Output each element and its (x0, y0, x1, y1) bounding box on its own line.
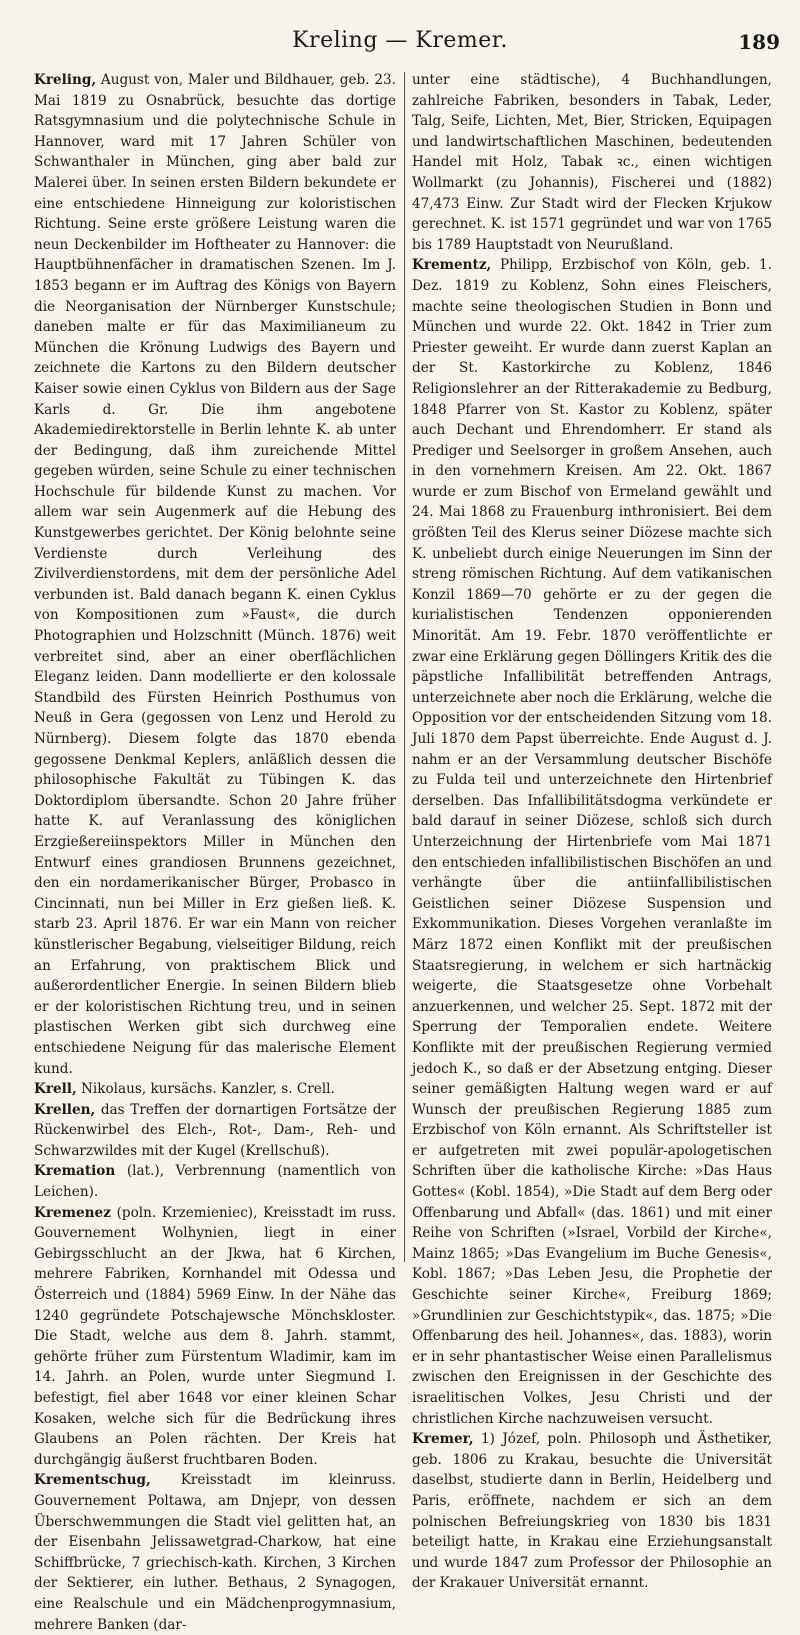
running-head: Kreling — Kremer. (292, 28, 508, 53)
entry-text: Nikolaus, kursächs. Kanzler, s. Crell. (76, 1081, 335, 1098)
entry-text: Kreisstadt im kleinruss. Gouvernement Poltawa, am Dnjepr, von dessen Überschwemmungen die Stadt viel gelitten hat, an der Eisenbahn Jelissawetgrad-Charkow, hat eine Schiffbrücke, 7 griechisch-kath. Kirchen, 3 Kirchen der Sektierer, ein luther. Bethaus, 2 Synagogen, eine Realschule und ein Mädchenprogymnasium, mehrere Banken (dar- (34, 1472, 396, 1633)
entry-headword: Krementschug, (34, 1472, 151, 1489)
entry-krellen (34, 1100, 396, 1162)
entry-text: Philipp, Erzbischof von Köln, geb. 1. Dez. 1819 zu Koblenz, Sohn eines Fleischers, machte seine theologischen Studien in Bonn und München und wurde 22. Okt. 1842 in Trier zum Priester geweiht. Er wurde dann zuerst Kaplan an der St. Kastorkirche zu Koblenz, 1846 Religionslehrer an der Ritterakademie zu Bedburg, 1848 Pfarrer von St. Kastor zu Koblenz, später auch Dechant und Ehrendomherr. Er stand als Prediger und Seelsorger in großem Ansehen, auch in den vornehmern Kreisen. Am 22. Okt. 1867 wurde er zum Bischof von Ermeland gewählt und 24. Mai 1868 zu Frauenburg inthronisiert. Bei dem größten Teil des Klerus seiner Diözese machte sich K. unbeliebt durch einige Neuerungen im Sinn der streng römischen Richtung. Auf dem vatikanischen Konzil 1869—70 gehörte er zu der gegen die kurialistischen Tendenzen opponierenden Minorität. Am 19. Febr. 1870 veröffentlichte er zwar eine Erklärung gegen Döllingers Kritik des die päpstliche Infallibilität betreffenden Antrags, unterzeichnete aber noch die Erklärung, welche die Opposition vor der entscheidenden Sitzung vom 18. Juli 1870 dem Papst überreichte. Ende August d. J. nahm er an der Versammlung deutscher Bischöfe zu Fulda teil und unterzeichnete den Hirtenbrief derselben. Das Infallibilitätsdogma verkündete er bald darauf in seiner Diözese, schloß sich durch Unterzeichnung der Hirtenbriefe vom Mai 1871 den entschieden infallibilistischen Bischöfen an und verhängte über die antiinfallibilistischen Geistlichen seiner Diözese Suspension und Exkommunikation. Dieses Vorgehen veranlaßte im März 1872 einen Konflikt mit der preußischen Staatsregierung, in welchem er sich hartnäckig weigerte, die Staatsgesetze ohne Vorbehalt anzuerkennen, und welcher 25. Sept. 1872 mit der Sperrung der Temporalien endete. Weitere Konflikte mit der preußischen Regierung vermied jedoch K., so daß er der Absetzung entging. Dieser seiner gemäßigten Haltung wegen ward er auf Wunsch der preußischen Regierung 1885 zum Erzbischof von Köln ernannt. Als Schriftsteller ist er aufgetreten mit zwei populär-apologetischen Schriften über die katholische Kirche: »Das Haus Gottes« (Kobl. 1854), »Die Stadt auf dem Berg oder Offenbarung und Abfall« (das. 1861) und mit einer Reihe von Schriften (»Israel, Vorbild der Kirche«, Mainz 1865; »Das Evangelium im Buche Genesis«, Kobl. 1867; »Das Leben Jesu, die Prophetie der Geschichte seiner Kirche«, Freiburg 1869; »Grundlinien zur Geschichtstypik«, das. 1875; »Die Offenbarung des heil. Johannes«, das. 1883), worin er in sehr phantastischer Weise einen Parallelismus zwischen den Ereignissen in der Geschichte des israelitischen Volkes, Jesu Christi und der christlichen Kirche nachzuweisen versucht. (412, 257, 772, 1427)
entry-krementschug-continued (412, 70, 772, 255)
entry-text: unter eine städtische), 4 Buchhandlungen, zahlreiche Fabriken, besonders in Tabak, Leder, Talg, Seife, Lichten, Met, Bier, Stricken, Equipagen und landwirtschaftlichen Maschinen, bedeutenden Handel mit Holz, Tabak ꝛc., einen wichtigen Wollmarkt (zu Johannis), Fischerei und (1882) 47,473 Einw. Zur Stadt wird der Flecken Krjukow gerechnet. K. ist 1571 gegründet und war von 1765 bis 1789 Hauptstadt von Neurußland. (412, 72, 772, 253)
entry-text: (lat.), Verbrennung (namentlich von Leichen). (34, 1163, 396, 1201)
entry-headword: Krellen, (34, 1101, 96, 1118)
right-column (412, 70, 772, 1592)
entry-kremation (34, 1161, 396, 1202)
entry-headword: Krementz, (412, 257, 492, 274)
column-divider (404, 72, 405, 1262)
entry-kremenez (34, 1203, 396, 1471)
entry-krementz (412, 255, 772, 1429)
entry-headword: Kreling, (34, 72, 97, 88)
entry-headword: Krell, (34, 1081, 77, 1098)
page-header (0, 28, 800, 60)
page-number: 189 (738, 30, 780, 54)
entry-text: (poln. Krzemieniec), Kreisstadt im russ. Gouvernement Wolhynien, liegt in einer Gebirgsschlucht an der Jkwa, hat 6 Kirchen, mehrere Fabriken, Kornhandel mit Odessa und Österreich und (1884) 5969 Einw. In der Nähe das 1240 gegründete Potschajewsche Mönchskloster. Die Stadt, welche aus dem 8. Jahrh. stammt, gehörte früher zum Fürstentum Wladimir, kam im 14. Jahrh. an Polen, wurde unter Siegmund I. befestigt, fiel aber 1648 vor einer kleinen Schar Kosaken, welche sich für die Bedrückung ihres Glaubens an Polen rächten. Der Kreis hat durchgängig äußerst fruchtbaren Boden. (34, 1204, 396, 1468)
entry-krementschug (34, 1470, 396, 1635)
entry-text: das Treffen der dornartigen Fortsätze der Rückenwirbel des Elch-, Rot-, Dam-, Reh- und Schwarzwildes mit der Kugel (Krellschuß). (34, 1101, 396, 1159)
entry-kremer (412, 1429, 772, 1594)
entry-text: August von, Maler und Bildhauer, geb. 23. Mai 1819 zu Osnabrück, besuchte das dortige Ratsgymnasium und die polytechnische Schule in Hannover, ward mit 17 Jahren Schüler von Schwanthaler in München, ging aber bald zur Malerei über. In seinen ersten Bildern bekundete er eine entschiedene Hinneigung zur koloristischen Richtung. Seine erste größere Leistung waren die neun Deckenbilder im Hoftheater zu Hannover: die Hauptbühnenfächer in dramatischen Szenen. Im J. 1853 begann er im Auftrag des Königs von Bayern die Neorganisation der Nürnberger Kunstschule; daneben malte er für das Maximilianeum zu München die Krönung Ludwigs des Bayern und zeichnete die Kartons zu den Bildern deutscher Kaiser sowie einen Cyklus von Bildern aus der Sage Karls d. Gr. Die ihm angebotene Akademiedirektorstelle in Berlin lehnte K. ab unter der Bedingung, daß ihm zureichende Mittel gegeben würden, seine Schule zu einer technischen Hochschule für bildende Kunst zu machen. Vor allem war sein Augenmerk auf die Hebung des Kunstgewerbes gerichtet. Der König belohnte seine Verdienste durch Verleihung des Zivilverdienstordens, mit dem der persönliche Adel verbunden ist. Bald danach begann K. einen Cyklus von Kompositionen zum »Faust«, die durch Photographien und Holzschnitt (Münch. 1876) weit verbreitet sind, aber an einer oberflächlichen Eleganz leiden. Dann modellierte er den kolossale Standbild des Fürsten Heinrich Posthumus von Neuß in Gera (gegossen von Lenz und Herold zu Nürnberg). Diesem folgte das 1870 ebenda gegossene Denkmal Keplers, anläßlich dessen die philosophische Fakultät zu Tübingen K. das Doktordiplom übersandte. Schon 20 Jahre früher hatte K. auf Veranlassung des königlichen Erzgießereiinspektors Miller in München den Entwurf eines grandiosen Brunnens gezeichnet, den ein nordamerikanischer Bürger, Probasco in Cincinnati, nun bei Miller in Erz gießen ließ. K. starb 23. April 1876. Er war ein Mann von reicher künstlerischer Begabung, vielseitiger Bildung, reich an Erfahrung, von praktischem Blick und außerordentlicher Energie. In seinen Bildern blieb er der koloristischen Richtung treu, und in seinen plastischen Werken gibt sich durchweg eine entschiedene Neigung für das malerische Element kund. (34, 72, 396, 1077)
left-column (34, 70, 396, 1633)
entry-krell (34, 1079, 396, 1100)
entry-text: 1) Józef, poln. Philosoph und Ästhetiker, geb. 1806 zu Krakau, besuchte die Universität daselbst, studierte dann in Berlin, Heidelberg und Paris, eröffnete, nachdem er sich an dem polnischen Befreiungskrieg von 1830 bis 1831 beteiligt hatte, in Krakau eine Erziehungsanstalt und wurde 1847 zum Professor der Philosophie an der Krakauer Universität ernannt. (412, 1431, 772, 1592)
entry-headword: Kremer, (412, 1431, 474, 1448)
entry-kreling (34, 70, 396, 1079)
entry-headword: Kremenez (34, 1204, 111, 1221)
entry-headword: Kremation (34, 1163, 116, 1180)
